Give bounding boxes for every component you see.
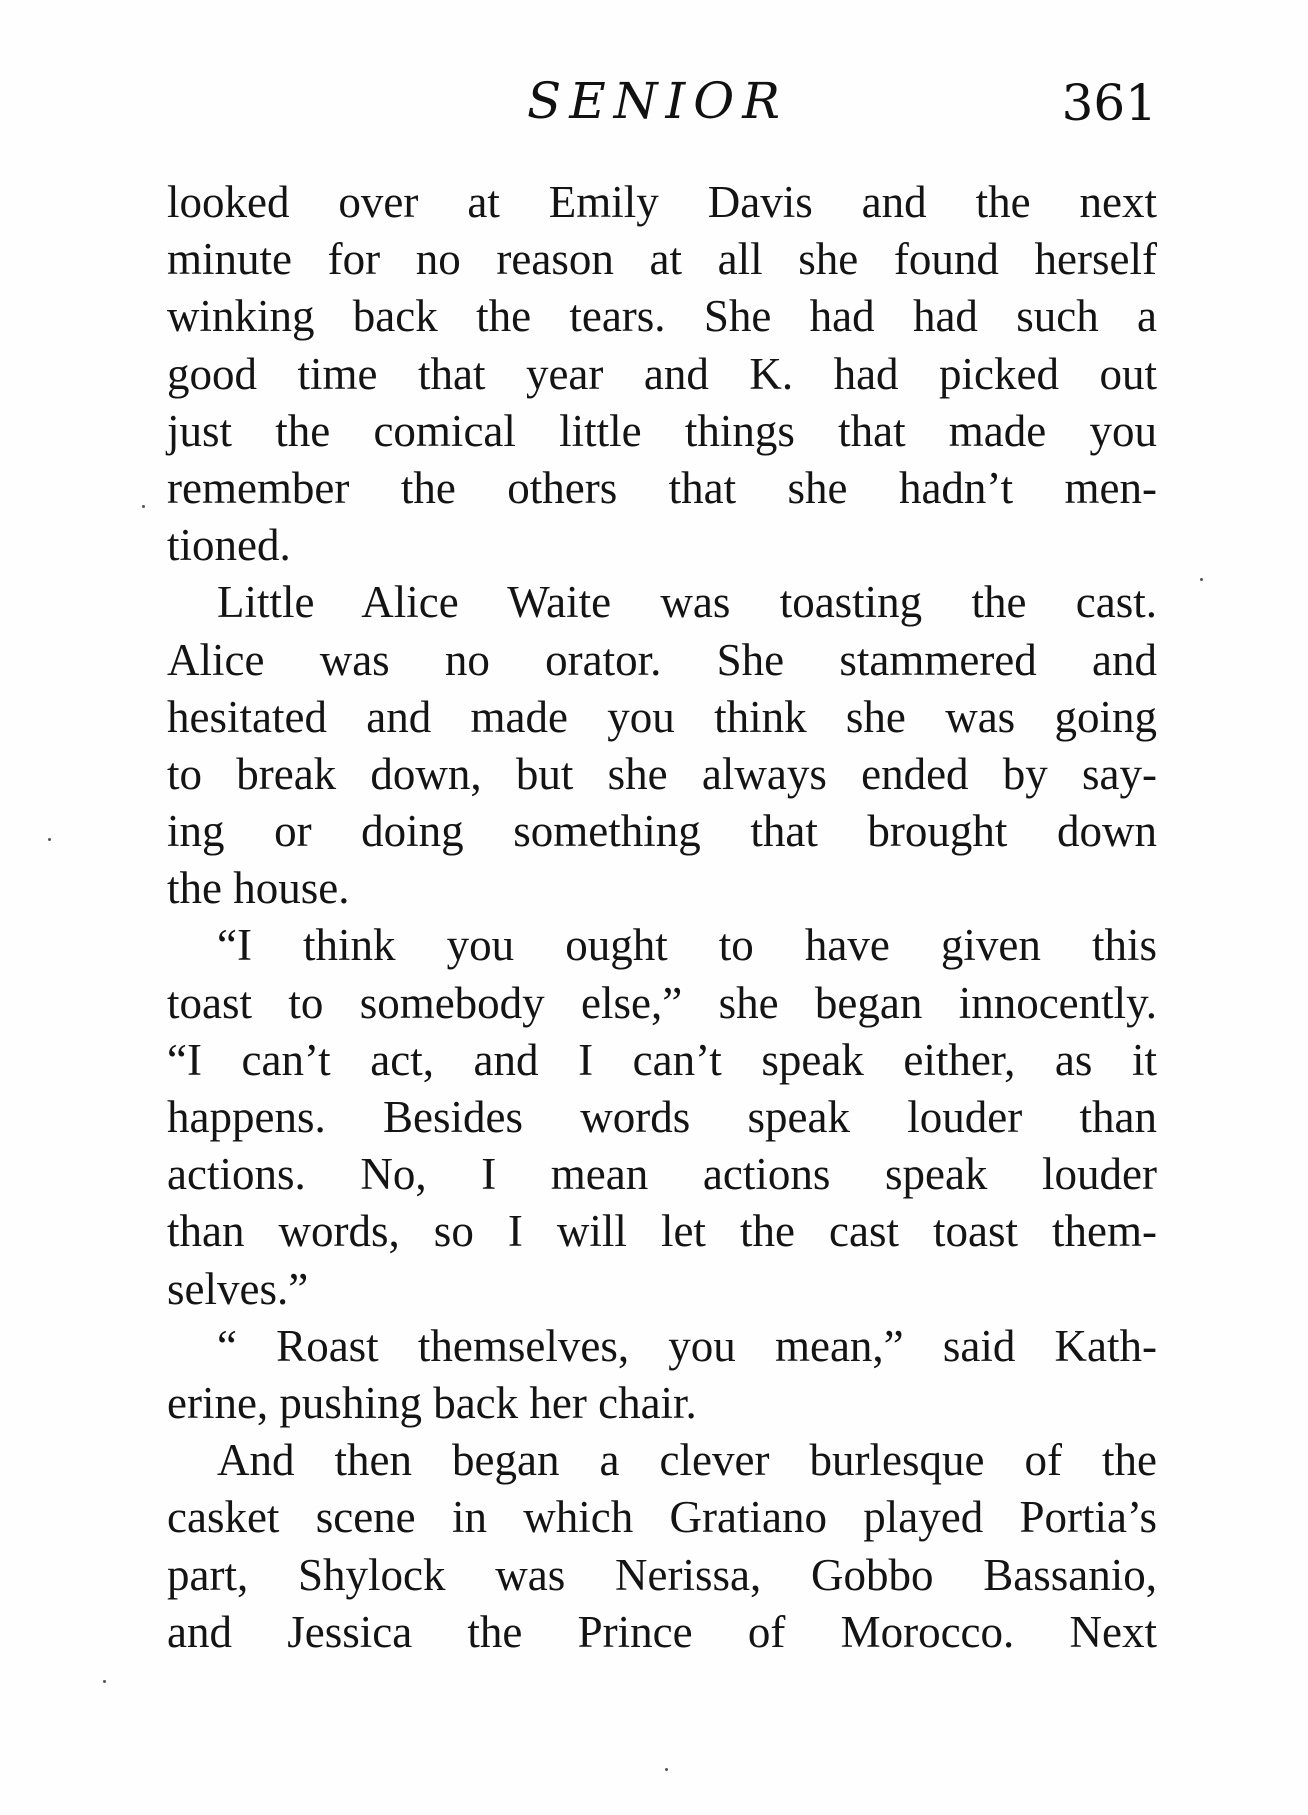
ink-speck [665, 1768, 668, 1771]
text-line: selves.” [167, 1263, 309, 1314]
text-line: to break down, but she always ended by say- [167, 748, 1157, 799]
text-line: “I think you ought to have given this [217, 920, 1157, 971]
text-line: happens. Besides words speak louder than [167, 1092, 1157, 1142]
ink-speck [142, 505, 145, 508]
text-line: the house. [167, 863, 350, 914]
text-line: “ Roast themselves, you mean,” said Kath- [217, 1320, 1157, 1371]
text-line: actions. No, I mean actions speak louder [167, 1149, 1157, 1200]
text-line: erine, pushing back her chair. [167, 1377, 697, 1428]
body-text [167, 174, 1157, 1661]
text-line: “I can’t act, and I can’t speak either, as it [167, 1034, 1157, 1085]
ink-speck [1200, 578, 1203, 581]
ink-speck [48, 838, 51, 841]
text-line: Alice was no orator. She stammered and [167, 634, 1157, 685]
text-line: looked over at Emily Davis and the next [167, 177, 1157, 227]
text-line: remember the others that she hadn’t men- [167, 462, 1157, 513]
text-line: just the comical little things that made you [167, 405, 1157, 456]
running-title: SENIOR [527, 72, 788, 130]
text-line: part, Shylock was Nerissa, Gobbo Bassanio, [167, 1549, 1157, 1600]
text-line: casket scene in which Gratiano played Portia’s [167, 1492, 1157, 1543]
text-line: Little Alice Waite was toasting the cast. [217, 577, 1157, 628]
ink-speck [103, 1680, 106, 1683]
text-line: and Jessica the Prince of Morocco. Next [167, 1606, 1157, 1657]
text-line: toast to somebody else,” she began innocently. [167, 977, 1157, 1028]
text-line: And then began a clever burlesque of the [217, 1435, 1157, 1486]
page-number: 361 [1061, 74, 1157, 132]
text-line: hesitated and made you think she was going [167, 691, 1157, 742]
running-head [167, 62, 1157, 132]
text-line: tioned. [167, 520, 291, 571]
text-line: minute for no reason at all she found herself [167, 234, 1157, 285]
text-line: good time that year and K. had picked out [167, 348, 1157, 399]
text-line: than words, so I will let the cast toast them- [167, 1206, 1157, 1257]
text-line: winking back the tears. She had had such a [167, 291, 1157, 342]
text-line: ing or doing something that brought down [167, 806, 1157, 857]
